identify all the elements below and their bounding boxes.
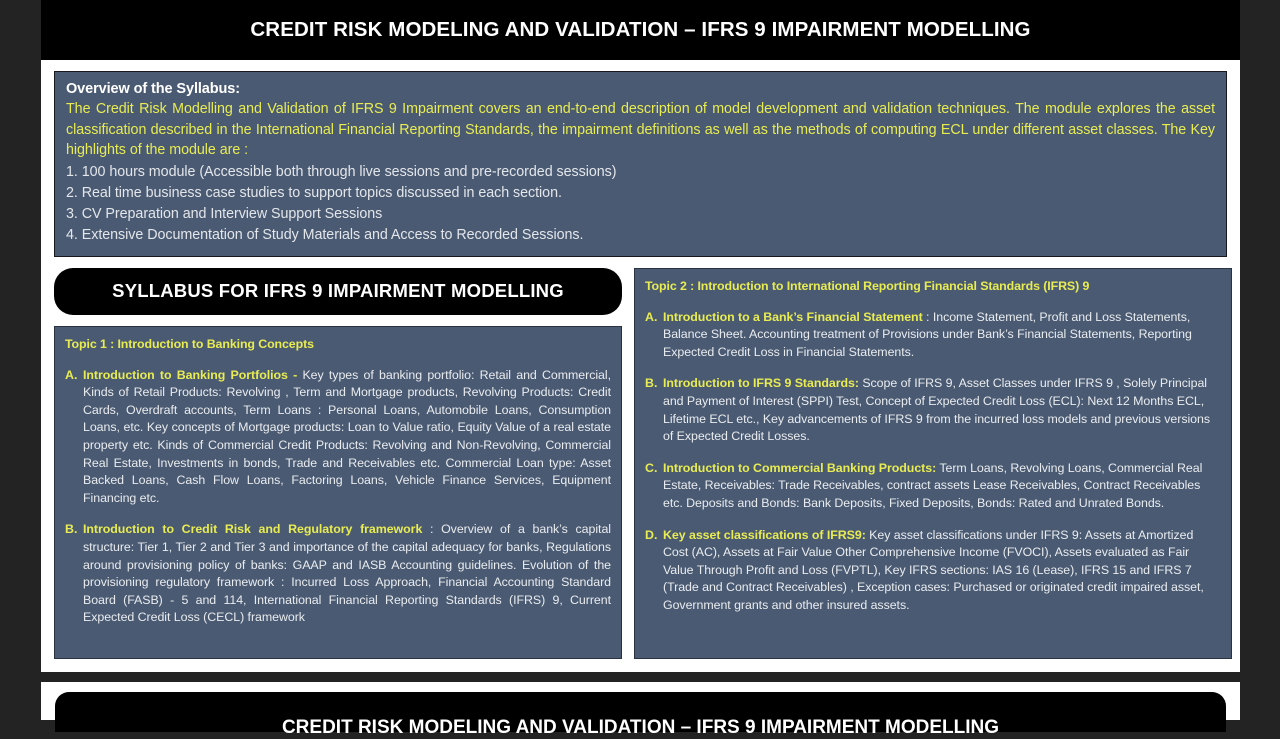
left-column (54, 268, 622, 659)
item-body: : Income Statement, Profit and Loss Statements, Balance Sheet. Accounting treatment of Provisions under Bank’s Financial Statements, Reporting Expected Credit Loss in Financial Statements. (663, 309, 1192, 359)
item-text (663, 527, 1221, 615)
slide-1-title: CREDIT RISK MODELING AND VALIDATION – IFRS 9 IMPAIRMENT MODELLING (250, 18, 1031, 41)
item-text (83, 521, 611, 627)
item-text (83, 367, 611, 508)
topic-2-title: Topic 2 : Introduction to International Reporting Financial Standards (IFRS) 9 (645, 278, 1090, 293)
slide-2[interactable] (41, 682, 1240, 738)
list-item: 1. 100 hours module (Accessible both through live sessions and pre-recorded sessions) (66, 163, 617, 180)
slide-1-body (41, 60, 1240, 671)
slide-1-title-bar (41, 0, 1240, 60)
topic-2-item-b (645, 375, 1221, 445)
item-text (663, 460, 1221, 513)
list-item: 3. CV Preparation and Interview Support Sessions (66, 206, 383, 223)
topic-2-item-d (645, 527, 1221, 615)
item-body: Term Loans, Revolving Loans, Commercial Real Estate, Receivables: Trade Receivables, contract assets Lease Receivables, Contract Receivables etc. Deposits and Bonds: Bank Deposits, Fixed Deposits, Bonds: Rated and Unrated Bonds. (663, 460, 1203, 510)
item-letter: A. (645, 309, 658, 324)
item-text (663, 309, 1221, 362)
slide-2-body (41, 682, 1240, 738)
item-letter: D. (645, 527, 658, 542)
item-lead: Introduction to Banking Portfolios - (83, 367, 303, 382)
topic-2-panel (634, 268, 1232, 659)
item-letter: A. (65, 367, 78, 382)
slide-2-title: CREDIT RISK MODELING AND VALIDATION – IFRS 9 IMPAIRMENT MODELLING (281, 717, 1000, 738)
item-lead: Key asset classifications of IFRS9: (663, 527, 866, 542)
topic-1-item-a (65, 367, 611, 508)
item-letter: B. (65, 522, 78, 537)
item-body: Key asset classifications under IFRS 9: Assets at Amortized Cost (AC), Assets at Fair Value Other Comprehensive Income (FVOCI), Assets evaluated as Fair Value Through Profit and Loss (FVPTL), Key IFRS sections: IAS 16 (Lease), IFRS 15 and IFRS 7 (Trade and Contract Receivables) , Exception cases: Purchased or originated credit impaired asset, Government grants and other insured assets. (663, 527, 1204, 612)
overview-panel (54, 71, 1227, 257)
overview-paragraph: The Credit Risk Modelling and Validation of IFRS 9 Impairment covers an end-to-end description of model development and validation techniques. The module explores the asset classification described in the International Financial Reporting Standards, the impairment definitions as well as the methods of computing ECL under different asset classes. The Key highlights of the module are : (66, 101, 1215, 159)
item-text (663, 375, 1221, 445)
slide-1[interactable] (41, 0, 1240, 672)
topic-1-item-b (65, 521, 611, 627)
item-letter: B. (645, 376, 658, 391)
item-lead: Introduction to IFRS 9 Standards: (663, 376, 859, 391)
list-item: 2. Real time business case studies to support topics discussed in each section. (66, 184, 562, 201)
item-letter: C. (645, 460, 658, 475)
topic-1-panel (54, 326, 622, 659)
item-lead: Introduction to Credit Risk and Regulatory framework (83, 522, 423, 537)
item-lead: Introduction to Commercial Banking Products: (663, 460, 937, 475)
syllabus-columns (54, 268, 1227, 659)
right-column (634, 268, 1232, 659)
overview-highlights-list (66, 162, 1215, 247)
list-item: 4. Extensive Documentation of Study Materials and Access to Recorded Sessions. (66, 227, 584, 244)
item-lead: Introduction to a Bank’s Financial Statement (663, 309, 923, 324)
syllabus-header-pill (54, 268, 622, 315)
item-body: : Overview of a bank’s capital structure: Tier 1, Tier 2 and Tier 3 and importance of the capital adequacy for banks, Regulations around provisioning policy of banks: GAAP and IASB Accounting guidelines. Evolution of the provisioning regulatory framework : Incurred Loss Approach, Financial Accounting Standard Board (FASB) - 5 and 114, International Financial Reporting Standards (IFRS) 9, Current Expected Credit Loss (CECL) framework (83, 522, 611, 625)
syllabus-header-label: SYLLABUS FOR IFRS 9 IMPAIRMENT MODELLING (112, 280, 564, 302)
topic-1-title: Topic 1 : Introduction to Banking Concepts (65, 336, 314, 351)
topic-2-item-c (645, 460, 1221, 513)
slide-gap-divider (0, 672, 1280, 682)
topic-2-item-a (645, 309, 1221, 362)
overview-heading: Overview of the Syllabus: (66, 81, 240, 97)
item-body: Scope of IFRS 9, Asset Classes under IFRS 9 , Solely Principal and Payment of Interest (SPPI) Test, Concept of Expected Credit Loss (ECL): Next 12 Months ECL, Lifetime ECL etc., Key advancements of IFRS 9 from the incurred loss models and previous versions of Expected Credit Losses. (663, 376, 1211, 444)
item-body: Key types of banking portfolio: Retail and Commercial, Kinds of Retail Products: Revolving , Term and Mortgage products, Revolving Products: Credit Cards, Overdraft accounts, Term Loans : Personal Loans, Automobile Loans, Consumption Loans, etc. Key concepts of Mortgage products: Loan to Value ratio, Equity Value of a real estate property etc. Kinds of Commercial Credit Products: Revolving and Non-Revolving, Commercial Real Estate, Investments in bonds, Trade and Receivables etc. Commercial Loan type: Asset Backed Loans, Cash Flow Loans, Factoring Loans, Vehicle Finance Services, Equipment Financing etc. (83, 367, 611, 505)
slide-2-title-bar (55, 692, 1226, 738)
